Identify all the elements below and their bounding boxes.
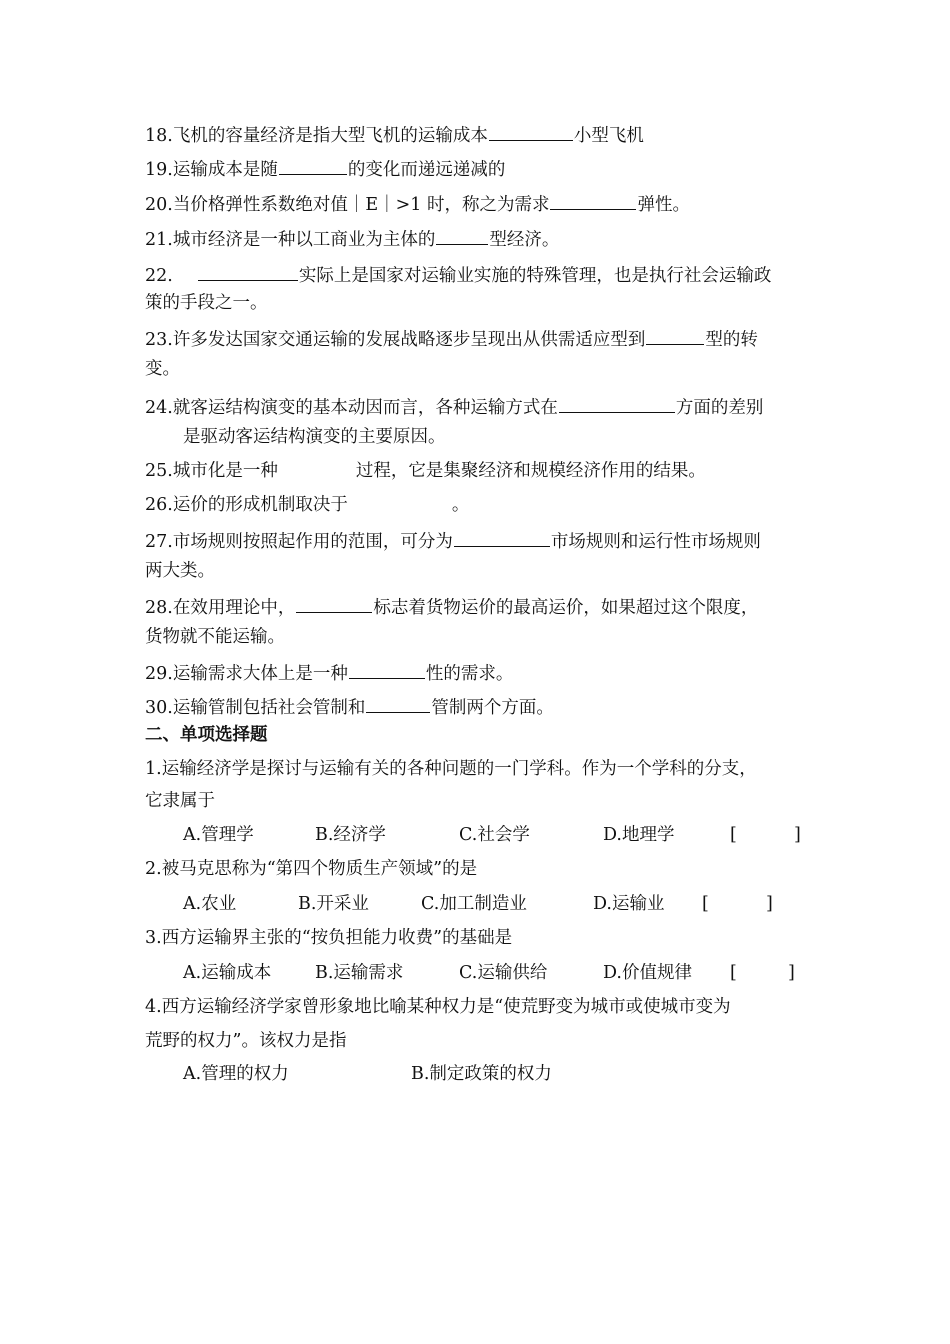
answer-blank[interactable] [349, 660, 425, 679]
question-27: 27.市场规则按照起作用的范围，可分为 市场规则和运行性市场规则 [145, 528, 761, 553]
answer-blank[interactable] [550, 191, 636, 210]
answer-blank[interactable] [366, 694, 430, 713]
option-a[interactable]: A.农业 [183, 894, 237, 914]
question-19: 19.运输成本是随 的变化而递远递减的 [145, 156, 505, 181]
question-18: 18.飞机的容量经济是指大型飞机的运输成本 小型飞机 [145, 122, 644, 147]
mc-question-2-stem: 2.被马克思称为“第四个物质生产领域”的是 [145, 859, 478, 879]
answer-blank[interactable] [436, 226, 488, 245]
answer-bracket-left: [ [730, 963, 737, 983]
option-c[interactable]: C.加工制造业 [421, 894, 527, 914]
answer-blank[interactable] [279, 156, 347, 175]
option-b[interactable]: B.开采业 [298, 894, 369, 914]
option-c[interactable]: C.运输供给 [459, 963, 548, 983]
mc-question-4-stem-cont: 荒野的权力”。该权力是指 [145, 1031, 347, 1051]
answer-blank[interactable] [646, 326, 704, 345]
option-b[interactable]: B.制定政策的权力 [411, 1064, 552, 1084]
question-25: 25.城市化是一种 过程，它是集聚经济和规模经济作用的结果。 [145, 461, 706, 481]
mc-question-1-stem-cont: 它隶属于 [145, 791, 215, 811]
answer-bracket-right: ] [794, 825, 801, 845]
option-a[interactable]: A.管理的权力 [183, 1064, 289, 1084]
question-27-cont: 两大类。 [145, 561, 215, 581]
question-30: 30.运输管制包括社会管制和 管制两个方面。 [145, 694, 554, 719]
question-23-cont: 变。 [145, 359, 180, 379]
question-24-cont: 是驱动客运结构演变的主要原因。 [183, 427, 446, 447]
question-20: 20.当价格弹性系数绝对值｜E｜>1 时，称之为需求 弹性。 [145, 191, 690, 216]
option-d[interactable]: D.价值规律 [603, 963, 692, 983]
mc-question-3-stem: 3.西方运输界主张的“按负担能力收费”的基础是 [145, 928, 513, 948]
question-24: 24.就客运结构演变的基本动因而言，各种运输方式在 方面的差别 [145, 394, 763, 419]
question-28-cont: 货物就不能运输。 [145, 627, 285, 647]
answer-bracket-right: ] [766, 894, 773, 914]
option-b[interactable]: B.经济学 [315, 825, 386, 845]
answer-bracket-left: [ [730, 825, 737, 845]
answer-blank[interactable] [296, 594, 372, 613]
option-b[interactable]: B.运输需求 [315, 963, 404, 983]
answer-blank[interactable] [559, 394, 675, 413]
option-a[interactable]: A.管理学 [183, 825, 254, 845]
question-28: 28.在效用理论中， 标志着货物运价的最高运价，如果超过这个限度， [145, 594, 758, 619]
question-22-cont: 策的手段之一。 [145, 293, 268, 313]
question-26: 26.运价的形成机制取决于 。 [145, 495, 470, 515]
question-23: 23.许多发达国家交通运输的发展战略逐步呈现出从供需适应型到 型的转 [145, 326, 758, 351]
mc-question-4-stem: 4.西方运输经济学家曾形象地比喻某种权力是“使荒野变为城市或使城市变为 [145, 997, 731, 1017]
option-a[interactable]: A.运输成本 [183, 963, 272, 983]
section-heading: 二、单项选择题 [145, 725, 268, 745]
question-22: 22. 实际上是国家对运输业实施的特殊管理，也是执行社会运输政 [145, 262, 771, 287]
question-21: 21.城市经济是一种以工商业为主体的 型经济。 [145, 226, 559, 251]
answer-bracket-left: [ [702, 894, 709, 914]
question-29: 29.运输需求大体上是一种 性的需求。 [145, 660, 513, 685]
answer-blank[interactable] [454, 528, 550, 547]
option-c[interactable]: C.社会学 [459, 825, 530, 845]
option-d[interactable]: D.地理学 [603, 825, 675, 845]
answer-blank[interactable] [198, 262, 298, 281]
answer-bracket-right: ] [788, 963, 795, 983]
option-d[interactable]: D.运输业 [593, 894, 665, 914]
mc-question-1-stem: 1.运输经济学是探讨与运输有关的各种问题的一门学科。作为一个学科的分支， [145, 759, 757, 779]
answer-blank[interactable] [489, 122, 573, 141]
